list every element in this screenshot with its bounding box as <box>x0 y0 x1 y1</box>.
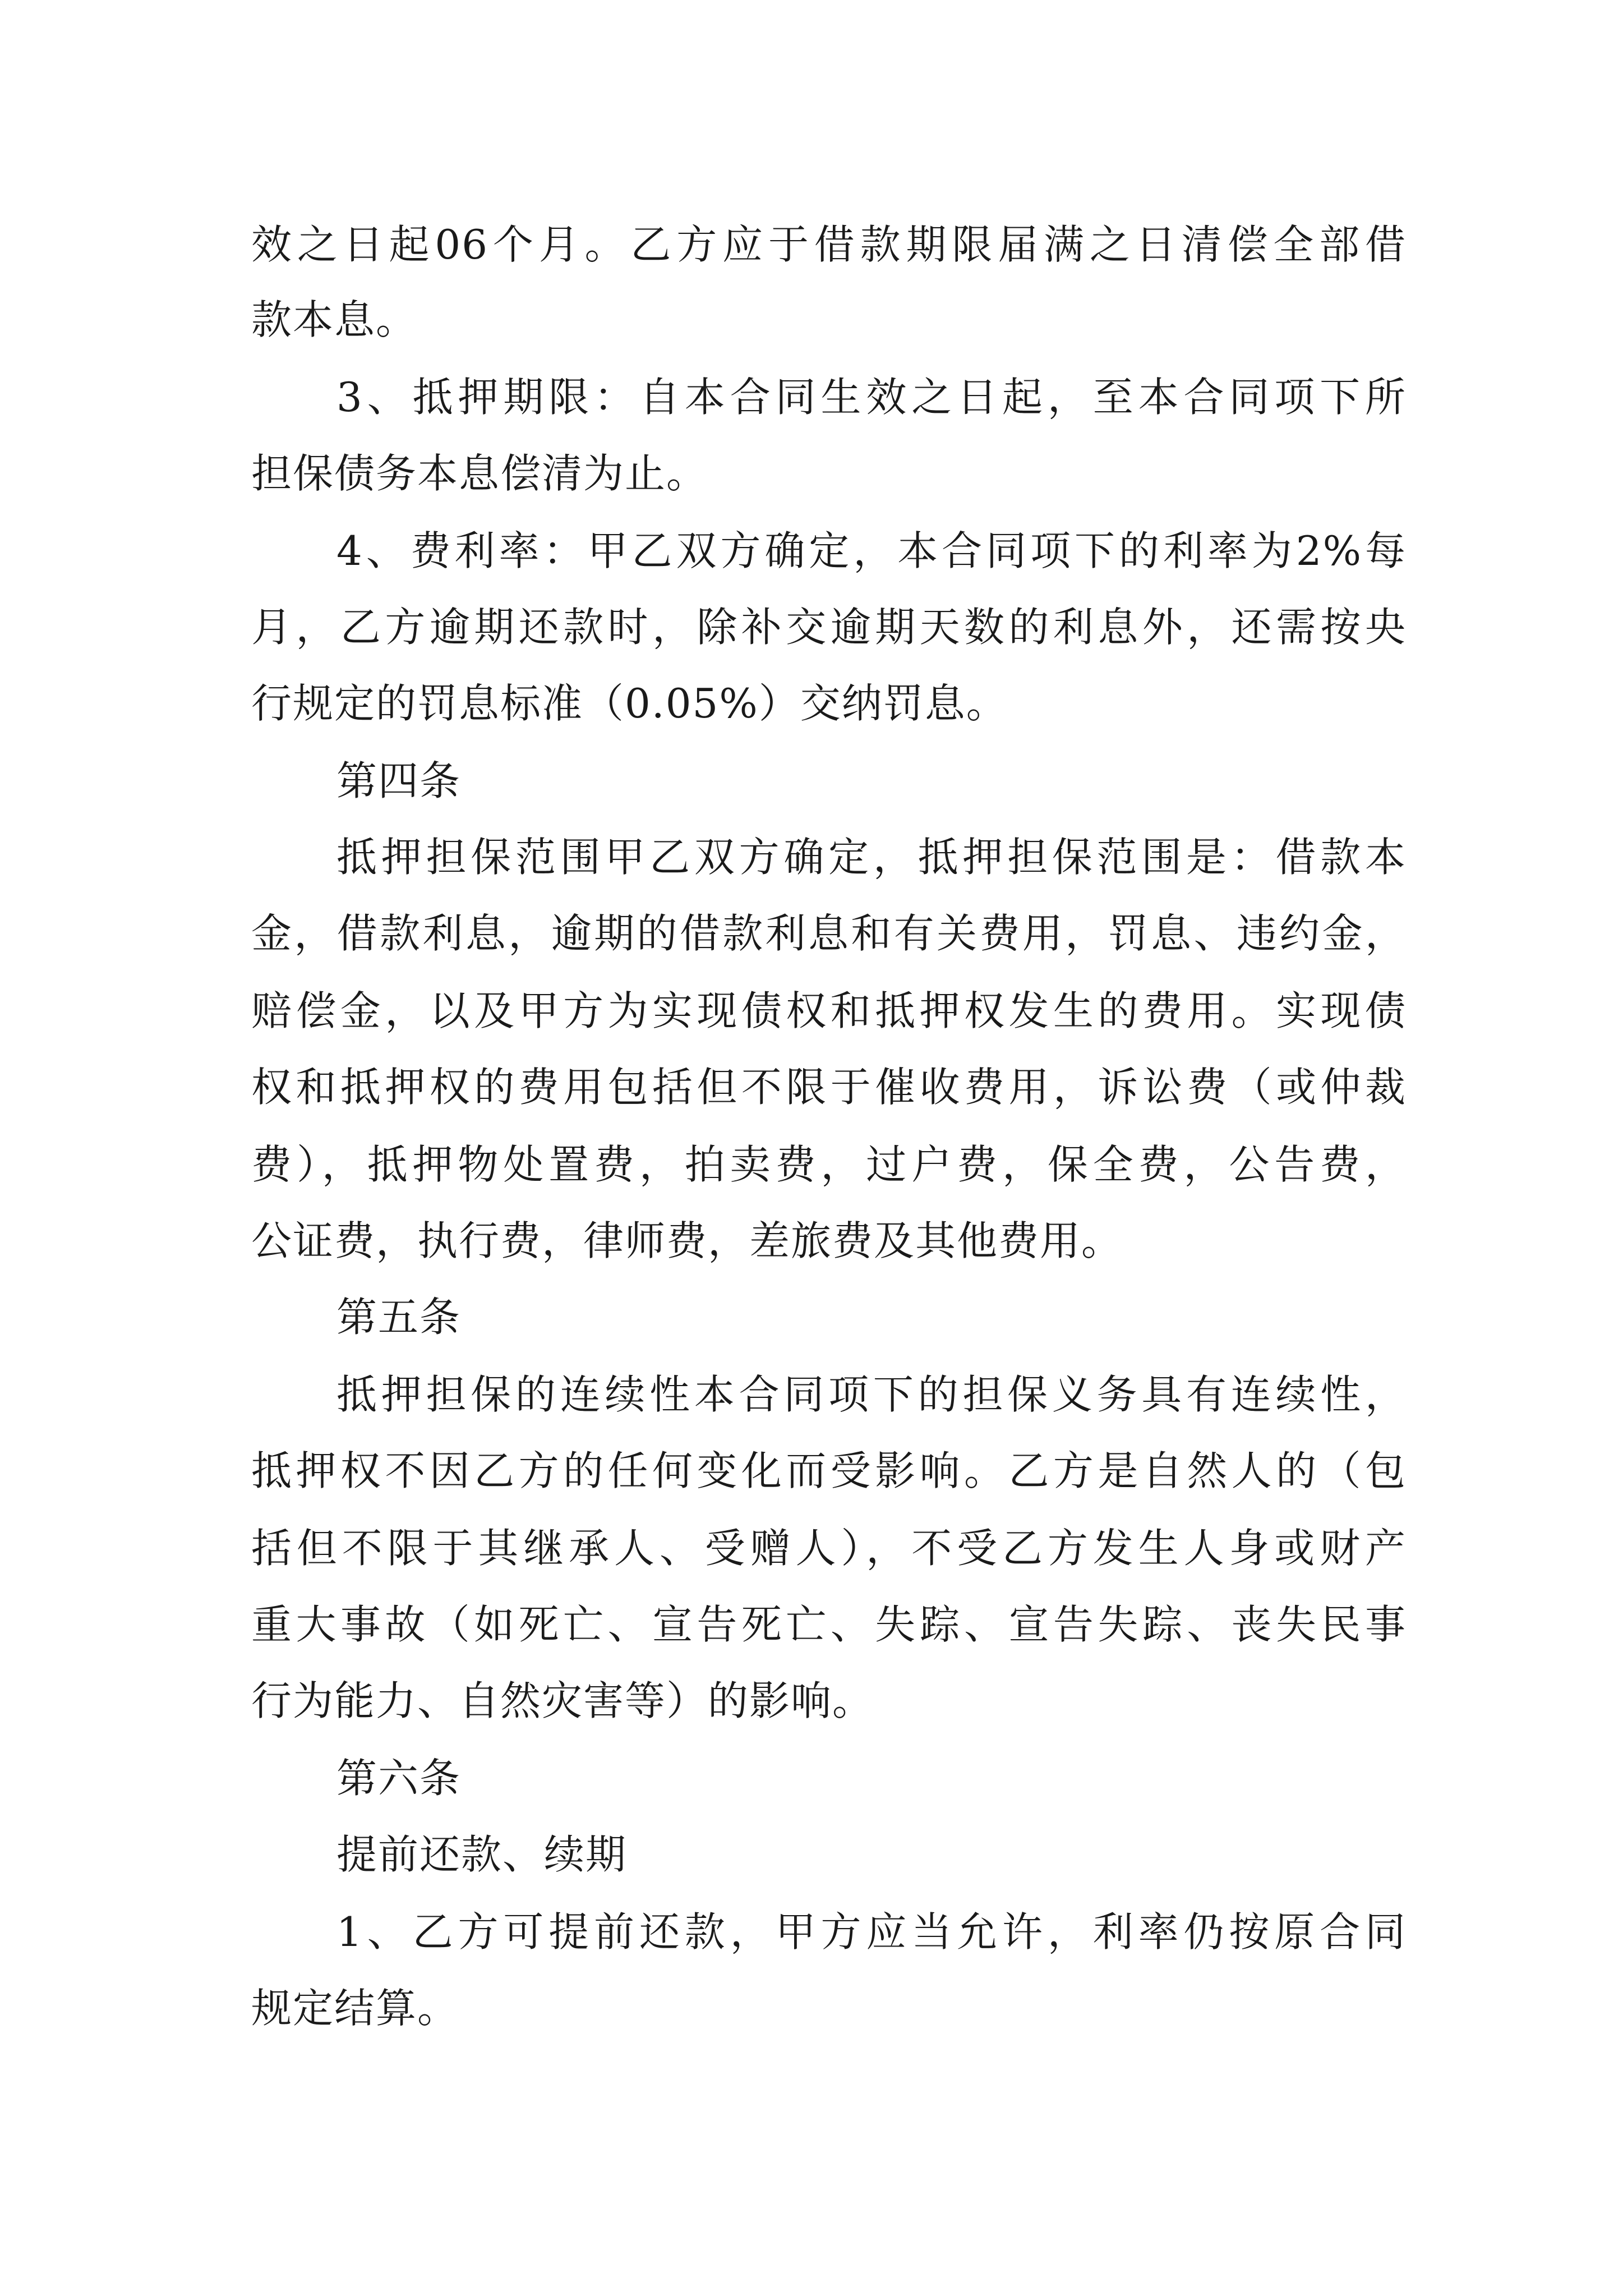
section-subheading: 提前还款、续期 <box>336 1831 628 1878</box>
section-heading: 第六条 <box>336 1755 462 1802</box>
text-line: 行规定的罚息标准（0.05%）交纳罚息。 <box>251 680 1008 727</box>
text-line: 抵押担保范围甲乙双方确定，抵押担保范围是：借款本 <box>336 834 1407 881</box>
text-line: 4、费利率：甲乙双方确定，本合同项下的利率为2%每 <box>336 527 1407 574</box>
text-line: 担保债务本息偿清为止。 <box>251 450 708 497</box>
text-line: 费），抵押物处置费，拍卖费，过户费，保全费，公告费， <box>251 1141 1407 1188</box>
text-line: 赔偿金，以及甲方为实现债权和抵押权发生的费用。实现债 <box>251 987 1407 1034</box>
text-line: 抵押担保的连续性本合同项下的担保义务具有连续性， <box>336 1371 1407 1418</box>
text-line: 效之日起06个月。乙方应于借款期限届满之日清偿全部借 <box>251 221 1407 268</box>
text-line: 抵押权不因乙方的任何变化而受影响。乙方是自然人的（包 <box>251 1447 1407 1494</box>
text-line: 3、抵押期限：自本合同生效之日起，至本合同项下所 <box>336 374 1407 421</box>
text-line: 规定结算。 <box>251 1985 459 2032</box>
text-line: 月，乙方逾期还款时，除补交逾期天数的利息外，还需按央 <box>251 604 1407 651</box>
text-line: 1、乙方可提前还款，甲方应当允许，利率仍按原合同 <box>336 1908 1407 1955</box>
text-line: 括但不限于其继承人、受赠人），不受乙方发生人身或财产 <box>251 1525 1407 1572</box>
text-line: 金，借款利息，逾期的借款利息和有关费用，罚息、违约金， <box>251 910 1407 957</box>
text-line: 款本息。 <box>251 296 418 343</box>
text-line: 权和抵押权的费用包括但不限于催收费用，诉讼费（或仲裁 <box>251 1064 1407 1111</box>
section-heading: 第四条 <box>336 757 462 804</box>
section-heading: 第五条 <box>336 1294 462 1341</box>
text-line: 行为能力、自然灾害等）的影响。 <box>251 1677 874 1724</box>
text-line: 公证费，执行费，律师费，差旅费及其他费用。 <box>251 1217 1123 1264</box>
text-line: 重大事故（如死亡、宣告死亡、失踪、宣告失踪、丧失民事 <box>251 1601 1407 1648</box>
